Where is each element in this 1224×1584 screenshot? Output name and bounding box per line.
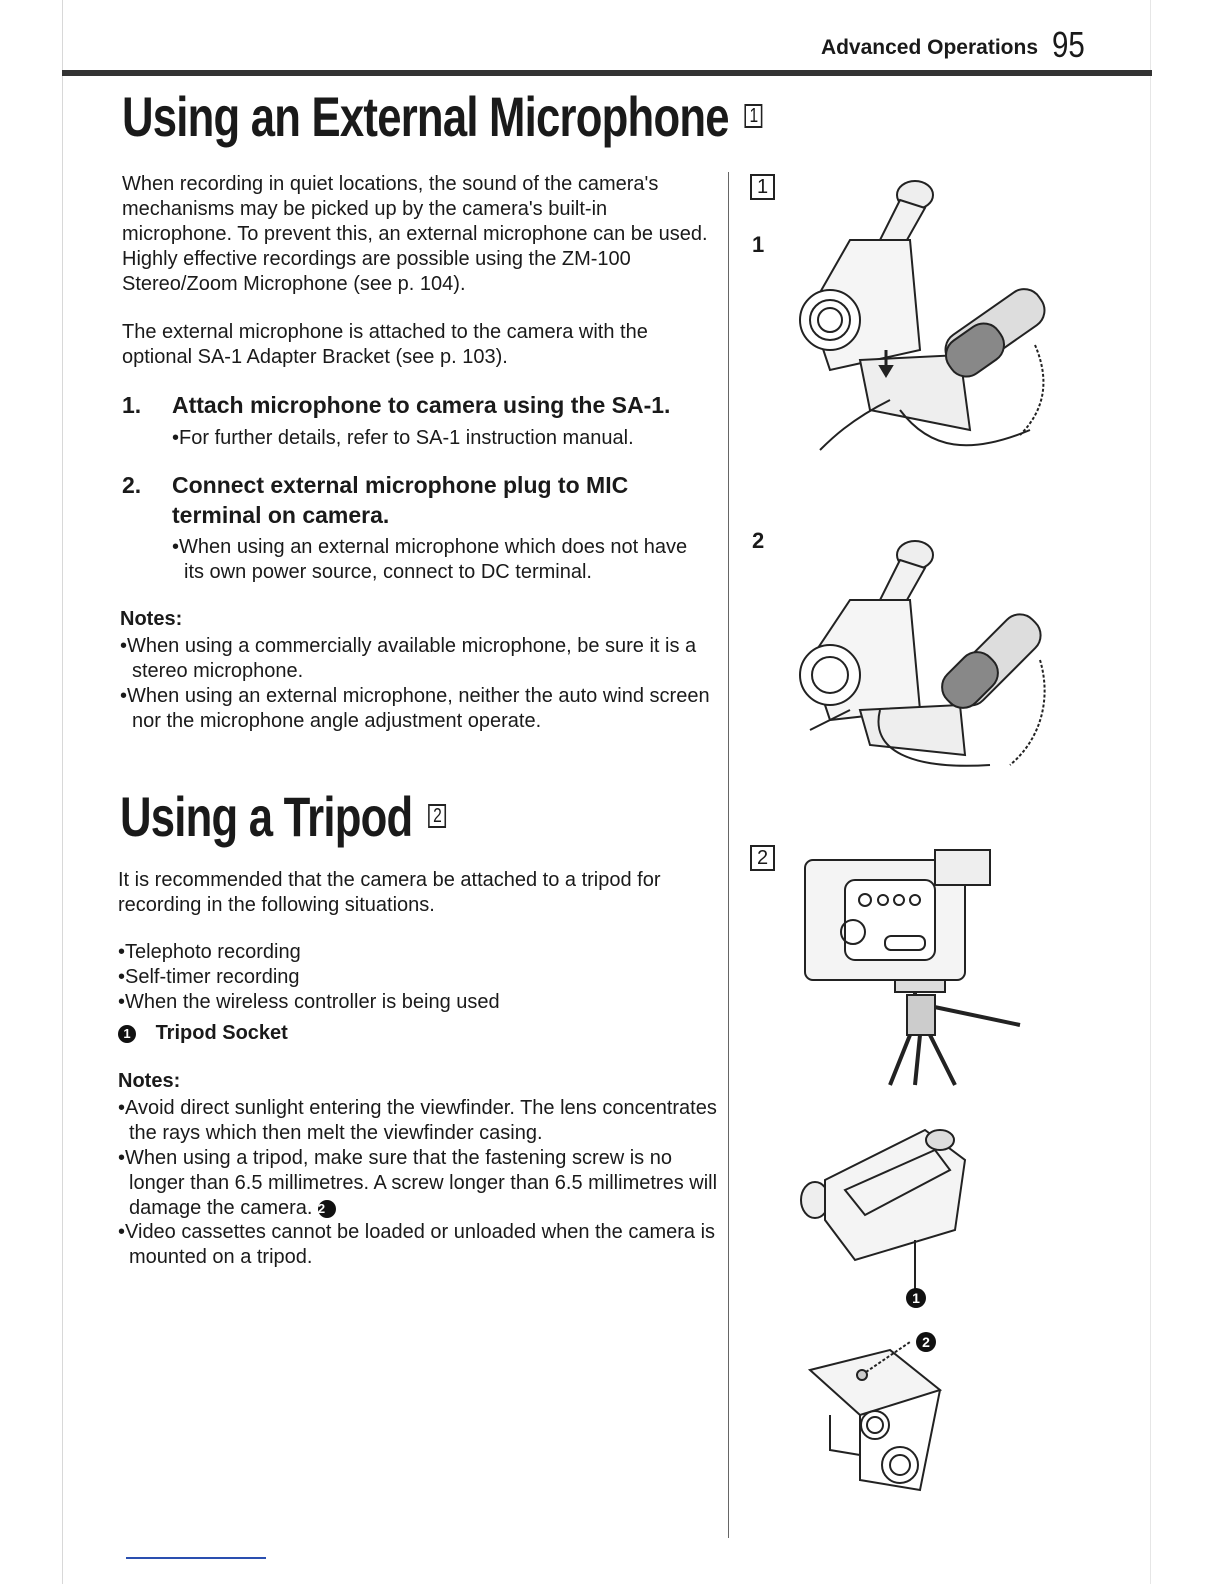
- callout-1-badge: 1: [118, 1025, 136, 1043]
- tripod-socket-callout: [118, 1022, 288, 1045]
- tripod-notes-heading: Notes:: [118, 1070, 181, 1092]
- figure-2-label: 2: [750, 845, 775, 871]
- mic-intro-2: The external microphone is attached to the camera with the optional SA-1 Adapter Bracket (see p. 103).: [122, 321, 648, 368]
- tripod-list-item: •Self-timer recording: [118, 966, 300, 988]
- figure-callout-1: [906, 1288, 926, 1309]
- camcorder-bottom-illustration: [795, 1120, 995, 1300]
- camcorder-tripod-illustration: [795, 840, 1035, 1090]
- step-2-text: Connect external microphone plug to MIC terminal on camera.: [172, 472, 629, 528]
- camcorder-mic-illustration-1: [790, 170, 1070, 470]
- page-edge-right: [1150, 0, 1151, 1584]
- step-1-bullet: •For further details, refer to SA-1 instruction manual.: [172, 427, 634, 449]
- tripod-note-3-text: Video cassettes cannot be loaded or unloaded when the camera is mounted on a tripod.: [125, 1221, 716, 1268]
- figure-1-step-2: 2: [752, 528, 765, 553]
- page-edge-left: [62, 0, 63, 1584]
- tripod-list-text: Telephoto recording: [125, 941, 301, 963]
- bottom-rule: [126, 1557, 266, 1559]
- tripod-list-text: Self-timer recording: [125, 966, 300, 988]
- step-2-bullet: •When using an external microphone which does not have its own power source, connect to DC terminal.: [172, 536, 688, 583]
- figure-1-step-1: 1: [752, 232, 765, 257]
- mic-note-1: •When using a commercially available microphone, be sure it is a stereo microphone.: [120, 635, 697, 682]
- page-number: 95: [1052, 24, 1085, 65]
- tripod-note-3: •Video cassettes cannot be loaded or unloaded when the camera is mounted on a tripod.: [118, 1221, 716, 1268]
- camcorder-mic-illustration-2: [790, 530, 1070, 790]
- tripod-note-1: •Avoid direct sunlight entering the viewfinder. The lens concentrates the rays which then melt the viewfinder casing.: [118, 1097, 717, 1144]
- tripod-section-title: [120, 784, 446, 849]
- step-1-bullet-text: For further details, refer to SA-1 instruction manual.: [179, 427, 634, 449]
- step-1-number: 1.: [122, 392, 142, 418]
- mic-note-2: •When using an external microphone, neither the auto wind screen nor the microphone angle adjustment operate.: [120, 685, 710, 732]
- step-2-number: 2.: [122, 472, 142, 498]
- tripod-intro: It is recommended that the camera be attached to a tripod for recording in the following situations.: [118, 869, 661, 916]
- figure-callout-2: [916, 1332, 936, 1353]
- tripod-title-text: Using a Tripod: [120, 785, 413, 848]
- tripod-note-2-text: When using a tripod, make sure that the fastening screw is no longer than 6.5 millimetres. A screw longer than 6.5 millimetres will damage the camera.: [125, 1147, 718, 1219]
- callout-1-marker: 1: [906, 1288, 926, 1308]
- mic-notes-heading: Notes:: [120, 608, 183, 630]
- mic-note-1-text: When using a commercially available microphone, be sure it is a stereo microphone.: [127, 635, 697, 682]
- callout-2-badge: 2: [318, 1200, 336, 1218]
- tripod-mount-illustration: [800, 1330, 960, 1500]
- mic-figure-ref: 1: [745, 104, 762, 128]
- callout-2-marker: 2: [916, 1332, 936, 1352]
- step-2-bullet-text: When using an external microphone which does not have its own power source, connect to DC terminal.: [179, 536, 688, 583]
- header-rule: [62, 70, 1152, 76]
- tripod-list-text: When the wireless controller is being used: [125, 991, 500, 1013]
- header-section-title: Advanced Operations: [820, 36, 1038, 59]
- mic-title-text: Using an External Microphone: [122, 85, 729, 148]
- figure-1-label: 1: [750, 174, 775, 200]
- tripod-socket-label: Tripod Socket: [155, 1022, 288, 1044]
- mic-note-2-text: When using an external microphone, neither the auto wind screen nor the microphone angle adjustment operate.: [127, 685, 710, 732]
- tripod-note-2: •When using a tripod, make sure that the fastening screw is no longer than 6.5 millimetres. A screw longer than 6.5 millimetres will damage the camera. 2: [118, 1147, 718, 1219]
- tripod-figure-ref: 2: [428, 804, 445, 828]
- tripod-list-item: •Telephoto recording: [118, 941, 301, 963]
- mic-section-title: [122, 84, 762, 149]
- figure-column-divider: [728, 172, 729, 1538]
- tripod-list-item: •When the wireless controller is being used: [118, 991, 500, 1013]
- step-1-text: Attach microphone to camera using the SA-1.: [172, 392, 671, 418]
- tripod-note-1-text: Avoid direct sunlight entering the viewfinder. The lens concentrates the rays which then melt the viewfinder casing.: [125, 1097, 717, 1144]
- mic-intro: When recording in quiet locations, the sound of the camera's mechanisms may be picked up by the camera's built-in microphone. To prevent this, an external microphone can be used. Highly effective recordings are possible using the ZM-100 Stereo/Zoom Microphone (see p. 104).: [122, 173, 708, 295]
